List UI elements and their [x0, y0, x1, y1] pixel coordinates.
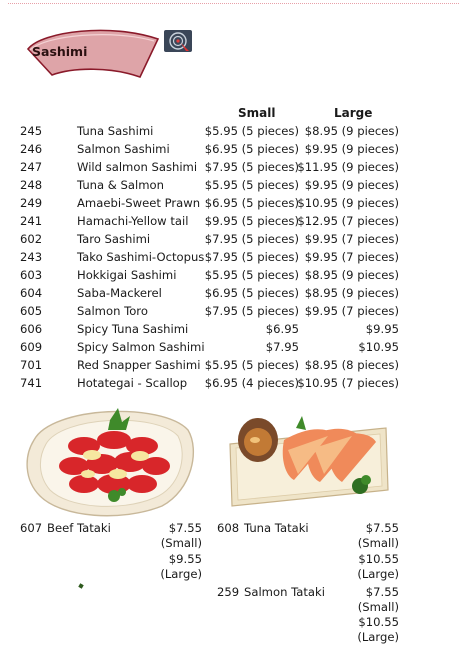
item-small-price: $5.95 (5 pieces) [204, 268, 299, 282]
column-header-large: Large [334, 106, 373, 120]
item-large-price: $8.95 (8 pieces) [304, 358, 399, 372]
item-name: Tuna & Salmon [77, 178, 164, 192]
item-number: 245 [20, 124, 43, 138]
menu-row [0, 176, 467, 194]
menu-row [0, 248, 467, 266]
item-small-price: $7.95 (5 pieces) [204, 304, 299, 318]
item-large-label: (Large) [160, 567, 202, 581]
item-small-price: $7.95 (5 pieces) [204, 160, 299, 174]
item-small-label: (Small) [357, 536, 399, 550]
item-large-label: (Large) [357, 567, 399, 581]
item-small-price: $7.55 [168, 521, 202, 535]
item-number: 608 [217, 521, 240, 535]
decorative-speck [78, 583, 83, 588]
menu-row [0, 140, 467, 158]
item-number: 259 [217, 585, 240, 599]
item-large-label: (Large) [357, 630, 399, 644]
item-large-price: $10.95 (7 pieces) [297, 376, 399, 390]
item-name: Hamachi-Yellow tail [77, 214, 189, 228]
item-large-price: $10.95 (9 pieces) [297, 196, 399, 210]
item-small-price: $7.95 [265, 340, 299, 354]
tuna-tataki-photo [224, 410, 392, 510]
menu-row [0, 230, 467, 248]
item-large-price: $9.55 [168, 552, 202, 566]
item-name: Red Snapper Sashimi [77, 358, 201, 372]
menu-row [0, 320, 467, 338]
item-name: Salmon Sashimi [77, 142, 170, 156]
item-large-price: $11.95 (9 pieces) [297, 160, 399, 174]
item-name: Salmon Tataki [244, 585, 325, 599]
item-number: 605 [20, 304, 43, 318]
item-name: Spicy Tuna Sashimi [77, 322, 189, 336]
item-number: 701 [20, 358, 43, 372]
item-name: Hokkigai Sashimi [77, 268, 177, 282]
item-number: 606 [20, 322, 43, 336]
item-number: 741 [20, 376, 43, 390]
menu-row [0, 302, 467, 320]
item-small-price: $6.95 (5 pieces) [204, 286, 299, 300]
item-name: Tuna Sashimi [77, 124, 154, 138]
section-title: Sashimi [32, 44, 88, 59]
item-large-price: $9.95 (9 pieces) [304, 142, 399, 156]
item-number: 609 [20, 340, 43, 354]
item-number: 604 [20, 286, 43, 300]
item-number: 603 [20, 268, 43, 282]
item-name: Hotategai - Scallop [77, 376, 188, 390]
item-small-price: $7.55 [365, 521, 399, 535]
menu-row [0, 266, 467, 284]
item-small-price: $6.95 (5 pieces) [204, 142, 299, 156]
item-large-price: $10.95 [358, 340, 399, 354]
target-cursor-icon [164, 30, 192, 52]
menu-row [0, 338, 467, 356]
item-small-price: $5.95 (5 pieces) [204, 124, 299, 138]
item-small-price: $7.95 (5 pieces) [204, 250, 299, 264]
item-number: 248 [20, 178, 43, 192]
item-small-label: (Small) [160, 536, 202, 550]
item-small-label: (Small) [357, 600, 399, 614]
item-large-price: $9.95 (7 pieces) [304, 232, 399, 246]
item-name: Salmon Toro [77, 304, 148, 318]
menu-row [0, 212, 467, 230]
column-header-small: Small [238, 106, 276, 120]
menu-row [0, 356, 467, 374]
item-name: Tuna Tataki [244, 521, 309, 535]
item-small-price: $5.95 (5 pieces) [204, 178, 299, 192]
item-large-price: $8.95 (9 pieces) [304, 268, 399, 282]
item-number: 247 [20, 160, 43, 174]
item-small-price: $6.95 (5 pieces) [204, 196, 299, 210]
item-small-price: $6.95 (4 pieces) [204, 376, 299, 390]
item-large-price: $10.55 [358, 615, 399, 629]
top-dotted-rule [8, 3, 459, 4]
item-name: Taro Sashimi [77, 232, 151, 246]
item-large-price: $8.95 (9 pieces) [304, 286, 399, 300]
item-large-price: $12.95 (7 pieces) [297, 214, 399, 228]
item-small-price: $5.95 (5 pieces) [204, 358, 299, 372]
menu-row [0, 158, 467, 176]
item-number: 246 [20, 142, 43, 156]
menu-row [0, 122, 467, 140]
item-name: Spicy Salmon Sashimi [77, 340, 205, 354]
item-number: 243 [20, 250, 43, 264]
item-number: 241 [20, 214, 43, 228]
item-name: Beef Tataki [47, 521, 111, 535]
item-number: 607 [20, 521, 43, 535]
item-name: Saba-Mackerel [77, 286, 162, 300]
item-name: Tako Sashimi-Octopus [77, 250, 205, 264]
beef-tataki-photo [22, 400, 200, 518]
item-large-price: $9.95 (9 pieces) [304, 178, 399, 192]
item-small-price: $6.95 [265, 322, 299, 336]
item-number: 249 [20, 196, 43, 210]
item-small-price: $7.95 (5 pieces) [204, 232, 299, 246]
menu-row [0, 374, 467, 392]
item-large-price: $9.95 (7 pieces) [304, 304, 399, 318]
item-name: Amaebi-Sweet Prawn [77, 196, 201, 210]
item-name: Wild salmon Sashimi [77, 160, 198, 174]
item-small-price: $9.95 (5 pieces) [204, 214, 299, 228]
item-large-price: $10.55 [358, 552, 399, 566]
menu-row [0, 284, 467, 302]
menu-row [0, 194, 467, 212]
item-large-price: $9.95 (7 pieces) [304, 250, 399, 264]
item-number: 602 [20, 232, 43, 246]
item-large-price: $9.95 [365, 322, 399, 336]
item-large-price: $8.95 (9 pieces) [304, 124, 399, 138]
item-small-price: $7.55 [365, 585, 399, 599]
